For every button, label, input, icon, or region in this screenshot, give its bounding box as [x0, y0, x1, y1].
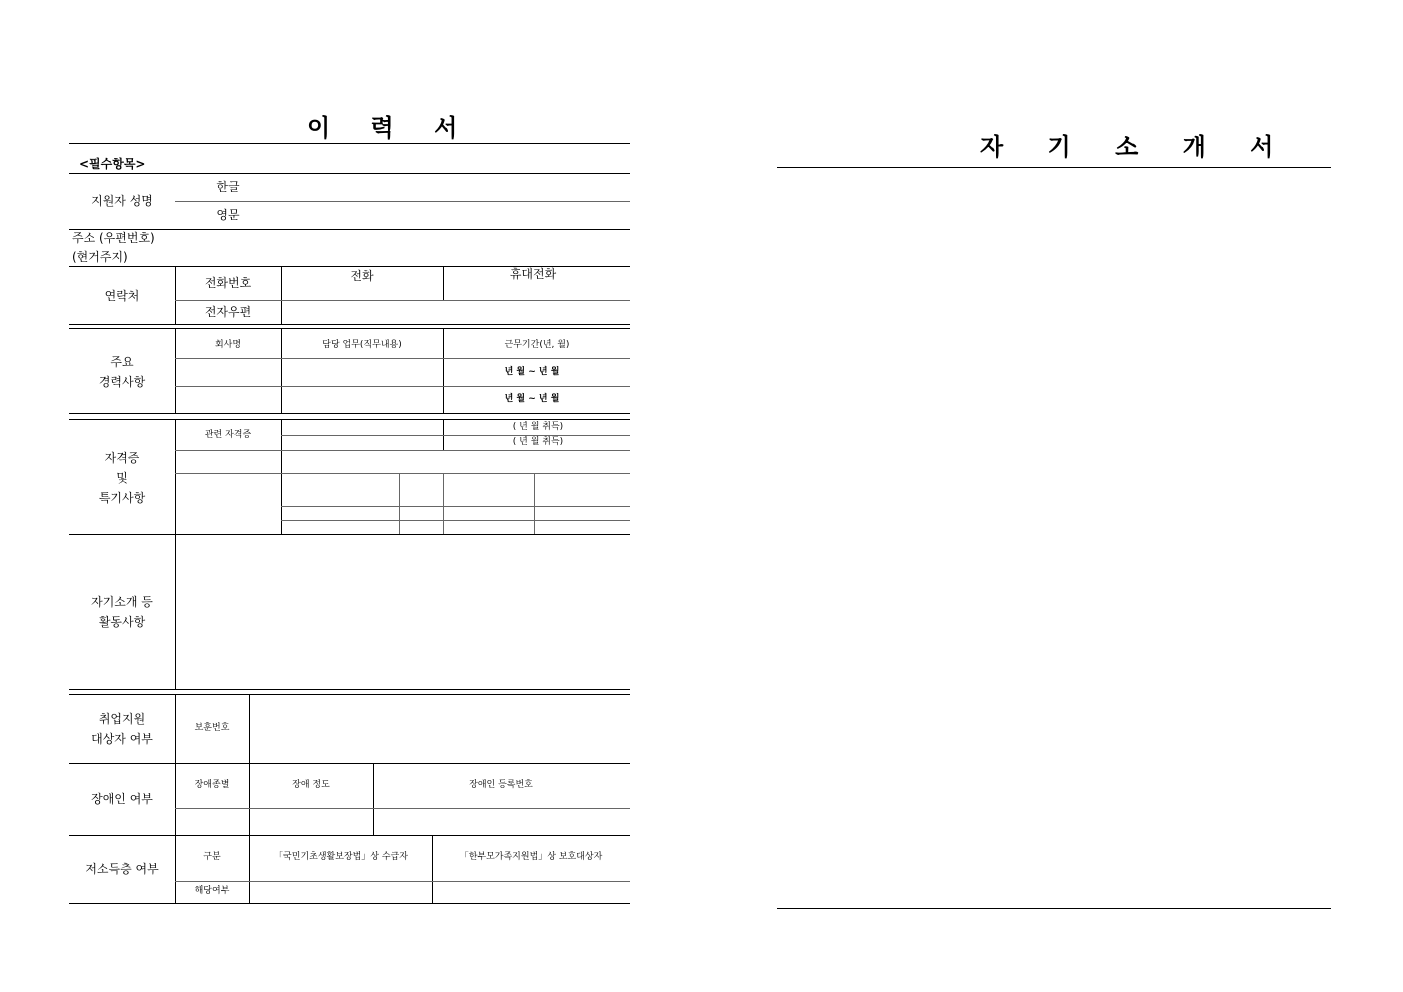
resume-title: 이 력 서	[307, 113, 474, 142]
cert-label-line: 및	[116, 471, 128, 485]
divider	[69, 689, 630, 690]
address-label: 주소 (우편번호)	[72, 231, 155, 245]
low-income-category-header: 구분	[203, 852, 221, 862]
divider	[373, 763, 374, 835]
divider	[443, 266, 444, 300]
email-label: 전자우편	[204, 305, 252, 319]
divider	[69, 763, 630, 764]
career-label-line: 주요	[110, 355, 134, 369]
cert-related-label: 관련 자격증	[204, 430, 252, 440]
name-english-label: 영문	[216, 208, 240, 222]
divider	[175, 881, 630, 882]
support-target-label	[82, 709, 162, 749]
cert-acquired-2: ( 년 월 취득)	[512, 437, 564, 447]
career-label-line: 경력사항	[98, 375, 146, 389]
divider	[399, 473, 400, 534]
divider	[281, 419, 282, 534]
disability-label: 장애인 여부	[91, 792, 153, 806]
intro-activity-label	[82, 592, 162, 632]
divider	[175, 419, 176, 534]
required-section-label: <필수항목>	[79, 157, 146, 171]
divider	[175, 808, 630, 809]
career-period-header: 근무기간(년, 월)	[504, 340, 570, 350]
divider	[443, 473, 444, 534]
divider	[69, 324, 630, 325]
mobile-column: 휴대전화	[509, 267, 557, 281]
disability-type-header: 장애종별	[194, 780, 230, 790]
divider	[69, 694, 630, 695]
career-duty-header: 담당 업무(직무내용)	[322, 340, 402, 350]
self-intro-title: 자 기 소 개 서	[980, 132, 1292, 161]
divider	[534, 473, 535, 534]
applicable-label: 해당여부	[194, 886, 230, 896]
low-income-label: 저소득층 여부	[85, 862, 159, 876]
intro-label-line: 활동사항	[98, 615, 146, 629]
divider	[175, 473, 630, 474]
self-intro-writing-area[interactable]	[777, 168, 1331, 908]
divider	[175, 328, 176, 414]
name-korean-label: 한글	[216, 180, 240, 194]
divider	[281, 435, 630, 436]
divider	[777, 908, 1331, 909]
divider	[175, 386, 630, 387]
support-label-line: 취업지원	[98, 712, 146, 726]
divider	[69, 534, 630, 535]
divider	[69, 143, 630, 144]
divider	[175, 201, 630, 202]
veteran-number-label: 보훈번호	[194, 723, 230, 733]
divider	[175, 450, 630, 451]
contact-label: 연락처	[104, 289, 140, 303]
career-company-header: 회사명	[214, 340, 242, 350]
divider	[175, 534, 176, 689]
career-label	[96, 352, 148, 392]
disability-registration-header: 장애인 등록번호	[469, 780, 533, 790]
divider	[432, 835, 433, 903]
divider	[69, 419, 630, 420]
divider	[443, 328, 444, 414]
address-sublabel: (현거주지)	[72, 250, 128, 264]
name-label: 지원자 성명	[91, 194, 153, 208]
divider	[69, 173, 630, 174]
phone-column: 전화	[350, 269, 374, 283]
divider	[175, 266, 176, 324]
career-period-row: 년 월 ~ 년 월	[504, 367, 560, 377]
divider	[281, 266, 282, 324]
cert-label	[92, 448, 152, 508]
divider	[249, 694, 250, 903]
divider	[69, 903, 630, 904]
divider	[175, 694, 176, 903]
cert-label-line: 자격증	[104, 451, 140, 465]
career-period-row: 년 월 ~ 년 월	[504, 394, 560, 404]
divider	[175, 300, 630, 301]
phone-label: 전화번호	[204, 276, 252, 290]
cert-label-line: 특기사항	[98, 491, 146, 505]
basic-livelihood-header: 「국민기초생활보장법」상 수급자	[274, 852, 408, 862]
divider	[175, 358, 630, 359]
cert-acquired-1: ( 년 월 취득)	[512, 422, 564, 432]
divider	[69, 413, 630, 414]
divider	[281, 328, 282, 414]
intro-label-line: 자기소개 등	[91, 595, 153, 609]
divider	[281, 520, 630, 521]
single-parent-header: 「한부모가족지원법」상 보호대상자	[459, 852, 603, 862]
divider	[69, 835, 630, 836]
divider	[281, 506, 630, 507]
disability-degree-header: 장애 정도	[292, 780, 330, 790]
divider	[69, 328, 630, 329]
divider	[69, 229, 630, 230]
support-label-line: 대상자 여부	[91, 732, 153, 746]
